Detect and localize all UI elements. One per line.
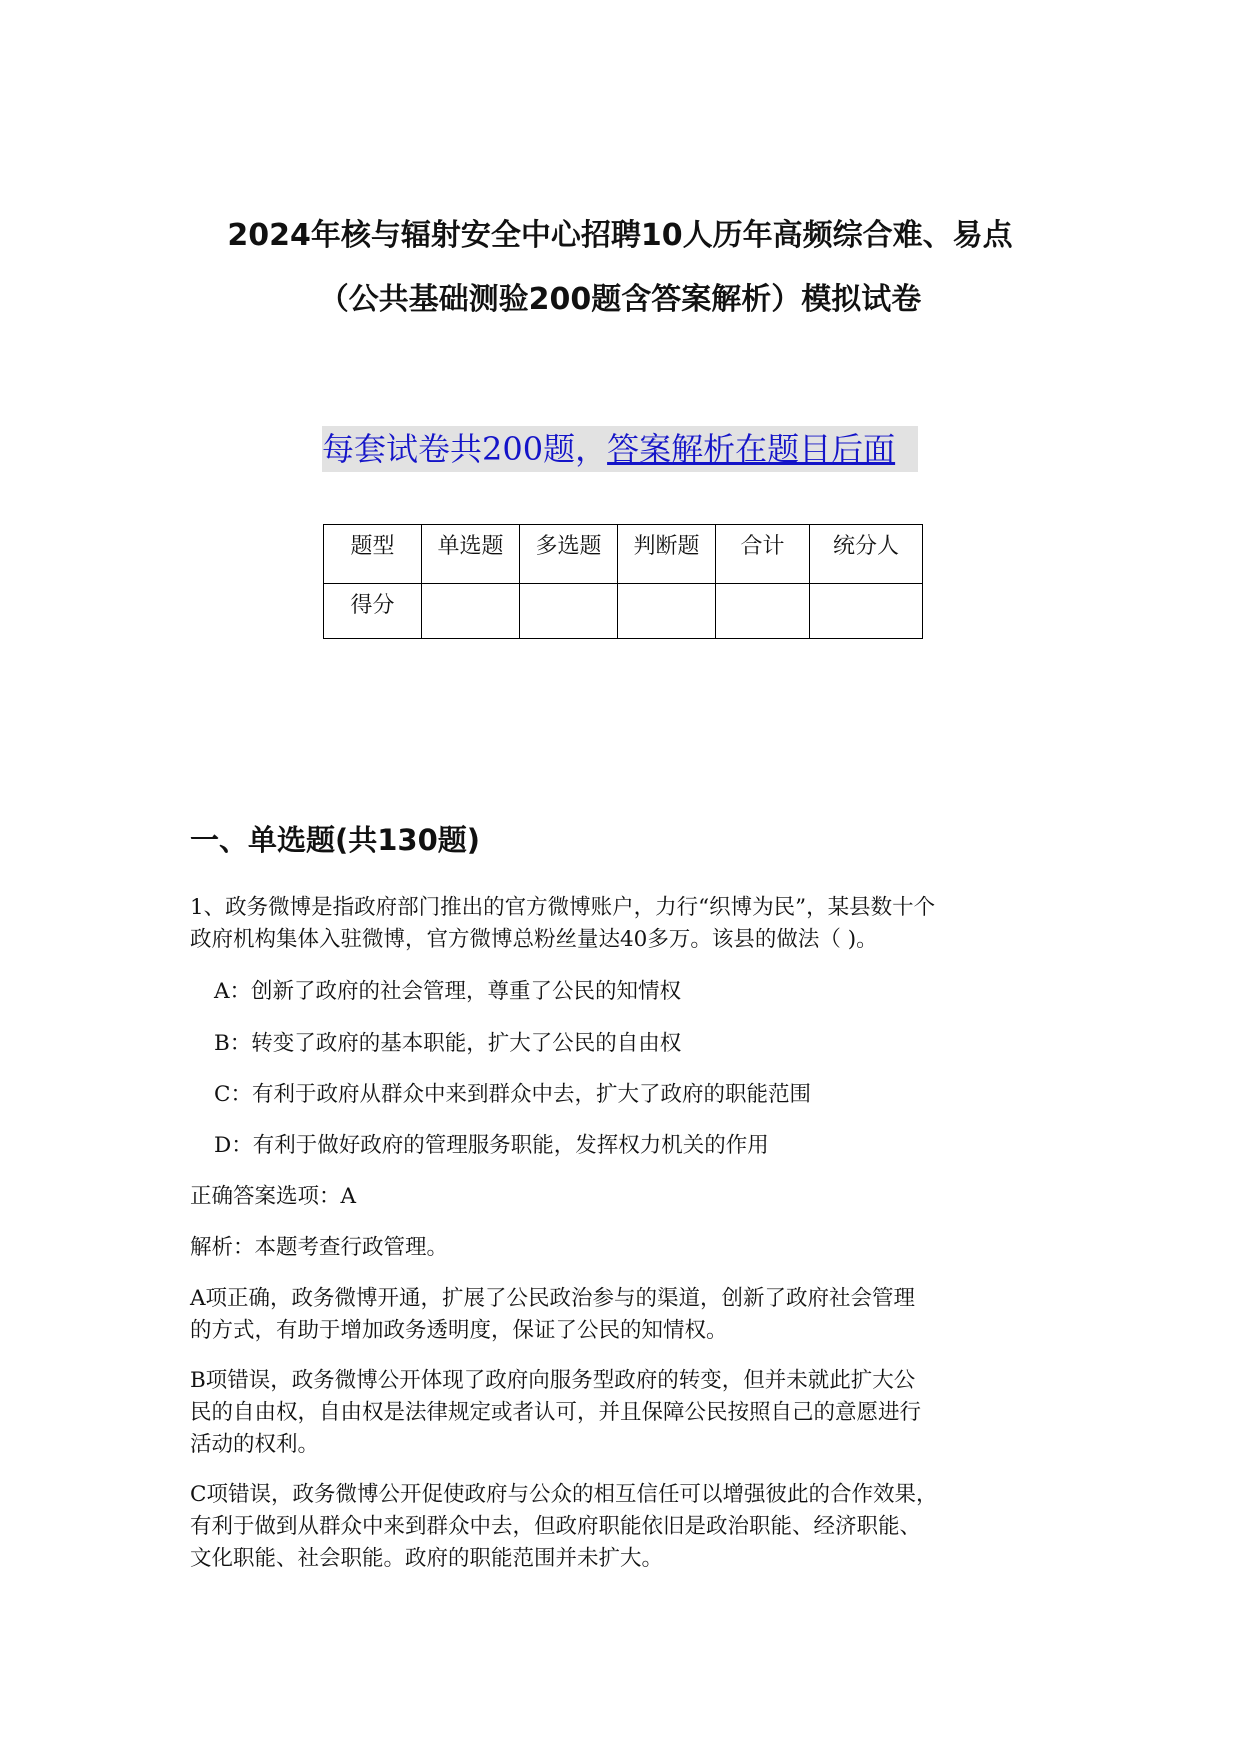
question-stem-line: 政府机构集体入驻微博，官方微博总粉丝量达40多万。该县的做法（ )。 <box>190 927 878 952</box>
row-label-cell: 得分 <box>324 584 422 639</box>
score-cell <box>618 584 716 639</box>
option-d: D：有利于做好政府的管理服务职能，发挥权力机关的作用 <box>214 1133 769 1158</box>
header-cell: 合计 <box>716 525 810 584</box>
question-stem-line: 1、政务微博是指政府部门推出的官方微博账户，力行“织博为民”，某县数十个 <box>190 895 936 920</box>
analysis-b <box>190 1365 1070 1461</box>
option-b: B：转变了政府的基本职能，扩大了公民的自由权 <box>214 1031 682 1056</box>
analysis-c-line: 有利于做到从群众中来到群众中去，但政府职能依旧是政治职能、经济职能、 <box>190 1514 922 1539</box>
analysis-c-line: C项错误，政务微博公开促使政府与公众的相互信任可以增强彼此的合作效果， <box>190 1482 938 1507</box>
analysis-c <box>190 1479 1070 1575</box>
analysis-c-line: 文化职能、社会职能。政府的职能范围并未扩大。 <box>190 1546 664 1571</box>
header-cell: 判断题 <box>618 525 716 584</box>
analysis-intro: 解析：本题考查行政管理。 <box>190 1235 449 1260</box>
score-table <box>323 524 923 639</box>
correct-answer: 正确答案选项：A <box>190 1184 357 1209</box>
header-cell: 题型 <box>324 525 422 584</box>
option-a: A：创新了政府的社会管理，尊重了公民的知情权 <box>214 979 682 1004</box>
option-c: C：有利于政府从群众中来到群众中去，扩大了政府的职能范围 <box>214 1082 811 1107</box>
score-table-score-row <box>324 584 923 639</box>
score-cell <box>520 584 618 639</box>
score-cell <box>716 584 810 639</box>
header-cell: 多选题 <box>520 525 618 584</box>
score-cell <box>422 584 520 639</box>
score-table-header-row <box>324 525 923 584</box>
score-cell <box>810 584 923 639</box>
document-title-line-2: （公共基础测验200题含答案解析）模拟试卷 <box>318 282 922 317</box>
analysis-a <box>190 1283 1070 1347</box>
notice-banner <box>322 426 918 472</box>
document-title-line-1: 2024年核与辐射安全中心招聘10人历年高频综合难、易点 <box>227 218 1013 253</box>
banner-text: 每套试卷共200题， <box>322 430 608 468</box>
banner-link[interactable]: 答案解析在题目后面 <box>607 430 896 468</box>
analysis-b-line: 活动的权利。 <box>190 1432 320 1457</box>
question-stem <box>190 892 1070 956</box>
header-cell: 单选题 <box>422 525 520 584</box>
analysis-b-line: B项错误，政务微博公开体现了政府向服务型政府的转变，但并未就此扩大公 <box>190 1368 916 1393</box>
analysis-a-line: A项正确，政务微博开通，扩展了公民政治参与的渠道，创新了政府社会管理 <box>190 1286 916 1311</box>
analysis-a-line: 的方式，有助于增加政务透明度，保证了公民的知情权。 <box>190 1318 728 1343</box>
header-cell: 统分人 <box>810 525 923 584</box>
section-title: 一、单选题(共130题) <box>190 823 481 857</box>
analysis-b-line: 民的自由权，自由权是法律规定或者认可，并且保障公民按照自己的意愿进行 <box>190 1400 922 1425</box>
